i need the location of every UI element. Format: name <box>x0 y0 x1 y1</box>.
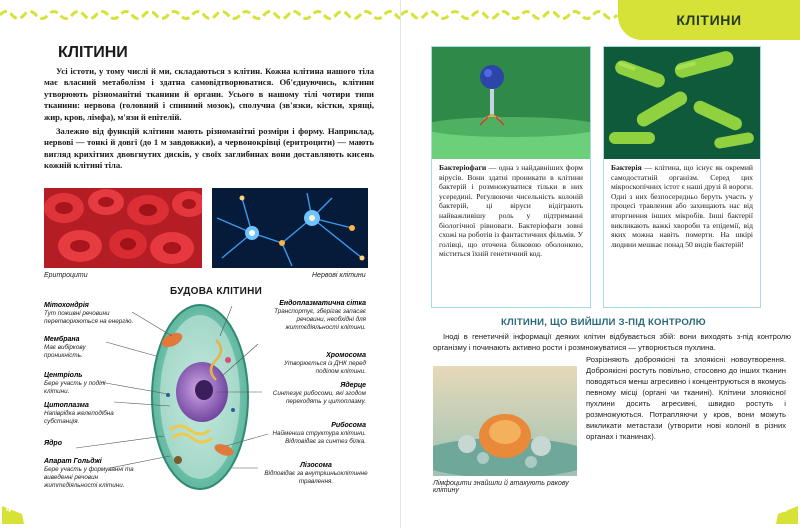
subsection-title: КЛІТИНИ, ЩО ВИЙШЛИ З-ПІД КОНТРОЛЮ <box>501 317 706 328</box>
bacteriophage-text: — одна з найдавніших форм вірусів. Вони здатні проникати в клітини бактерій і розмножуватися тільки в них усередині. Регулюючи чисельність колоній бактерій, ці віруси відіграють найважливішу роль у підтриманні біологічної рівноваги. Бактеріофаги зовні схожі на роботів із фантастичних фільмів. У голівці, що оточена білковою оболонкою, міститься їхній генетичний код. <box>439 163 583 259</box>
story-intro-text: Іноді в генетичній інформації деяких клітин відбувається збій: вони виходять з-під контролю організму і починають активно рости і розмножуватися — утворюється пухлина. <box>433 332 791 352</box>
label-centriole: Центріоль Бере участь у поділі клітини. <box>44 372 106 395</box>
page-number-left: 4 <box>6 504 12 514</box>
label-nucleolus: Ядерце Синтезує рибосоми, які згодом переходять у цитоплазму. <box>272 382 366 405</box>
label-membrane: Мембрана Має вибіркову проникність. <box>44 336 86 359</box>
erythrocytes-image <box>44 188 202 268</box>
bacteriophage-box <box>431 46 591 308</box>
lymphocyte-caption: Лімфоцити знайшли й атакують ракову клітину <box>433 480 569 494</box>
lymphocyte-image <box>433 366 577 476</box>
erythrocytes-illustration <box>44 188 202 268</box>
nerve-cells-image <box>212 188 368 268</box>
label-endoplasmic-reticulum: Ендоплазматична сітка Транспортує, зберігає запасає речовини, необхідні для життєдіяльності клітини. <box>274 300 366 331</box>
nerve-cells-illustration <box>212 188 368 268</box>
bacteria-box <box>603 46 761 308</box>
story-intro <box>433 332 791 353</box>
label-golgi: Апарат Гольджі Бере участь у формуванні та виведенні речовин життєдіяльності клітини. <box>44 458 134 489</box>
label-chromosome: Хромосома Утворюється із ДНК перед поділом клітини. <box>284 352 366 375</box>
right-page <box>400 0 800 528</box>
decorative-zigzag-border <box>401 8 621 22</box>
intro-paragraph-1: Усі істоти, у тому числі й ми, складаються з клітин. Кожна клітина нашого тіла має власний метаболізм і здатна самовідтворюватися. Об'єднуючись, клітини утворюють різноманітні тканини й органи. Усього в нашому тілі чотири типи тканини: нервова (головний і спинний мозок), сполучна (зв'язки, кістки, хрящі, жир, кров, лімфа), м'язи й епітелій. <box>44 66 374 122</box>
erythrocytes-caption: Еритроцити <box>44 272 88 279</box>
cell-structure-heading: БУДОВА КЛІТИНИ <box>170 286 263 297</box>
label-lysosome: Лізосома Відповідає за внутрішньоклітинне травлення. <box>264 462 368 485</box>
page-title: КЛІТИНИ <box>58 44 128 61</box>
intro-paragraph-2: Залежно від функцій клітини мають різноманітні розміри і форму. Наприклад, нервові — тонкі й довгі (до 1 м завдовжки), а червонокрівці (еритроцити) — мають вигляд крихітних двовгнутих дисків, у своїх заглибинах вони доставляють кисень кожній клітині тіла. <box>44 126 374 171</box>
page-number-right: 5 <box>782 504 788 514</box>
bacteria-term: Бактерія <box>611 163 642 172</box>
bacteria-text: — клітина, що існує як окремий самодостатній організм. Серед цих мікроскопічних істот є наші друзі й вороги. Одні з них безпосередньо беруть участь у процесі травлення або захищають нас від вторгнення інших мікробів. Інші бактерії викликають важкі хвороби та епідемії, від яких можна навіть померти. На шкірі людини мешкає понад 50 видів бактерій! <box>611 163 753 249</box>
label-ribosome: Рибосома Найменша структура клітини. Відповідає за синтез білка. <box>272 422 366 445</box>
bacteriophage-term: Бактеріофаги <box>439 163 487 172</box>
section-tag: КЛІТИНИ <box>618 0 800 40</box>
story-continuation: Розрізняють доброякісні та злоякісні новоутворення. Доброякісні ростуть повільно, стосовно до інших тканин поводяться менш агресивно і концентруються в якомусь певному місці (органі чи тканині). Клітини злоякісної пухлини досить агресивні, швидко ростуть і розмножуються. Потрапляючи у кров, вони можуть викликати метастази (утворити нові колонії в різних органах і тканинах). <box>586 355 786 441</box>
nerve-cells-caption: Нервові клітини <box>312 272 366 279</box>
lymphocyte-illustration <box>433 366 577 476</box>
label-cytoplasm: Цитоплазма Напіврідка желеподібна субстанція. <box>44 402 114 425</box>
intro-text <box>44 66 374 175</box>
bacteriophage-illustration <box>432 47 590 159</box>
decorative-zigzag-border <box>0 8 400 22</box>
bacteria-illustration <box>604 47 760 159</box>
label-nucleus: Ядро <box>44 440 62 447</box>
label-mitochondria: Мітохондрія Тут поживні речовини перетворюються на енергію. <box>44 302 134 325</box>
